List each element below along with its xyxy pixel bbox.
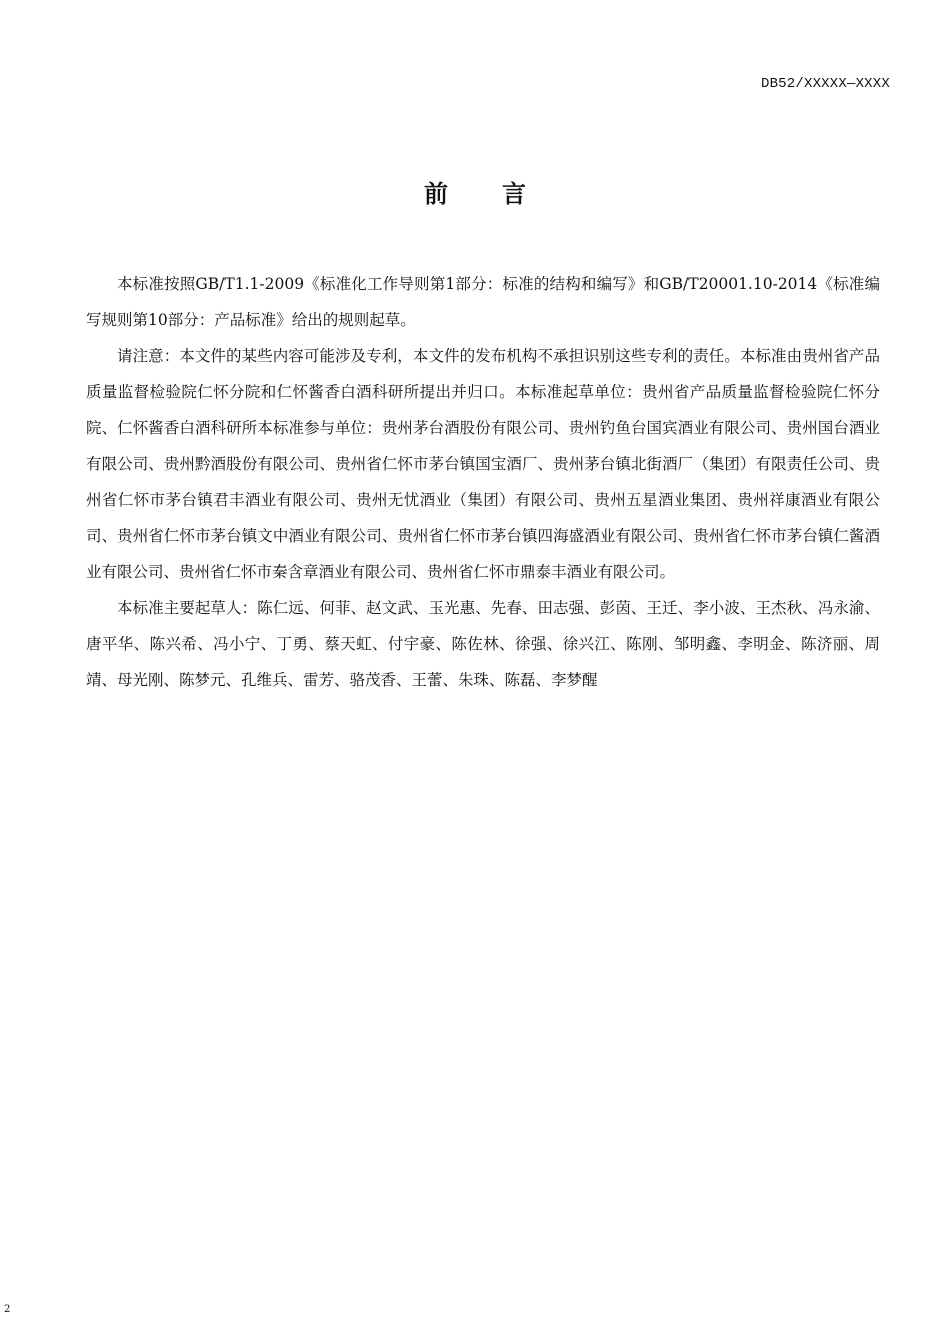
paragraph-drafters: 本标准主要起草人：陈仁远、何菲、赵文武、玉光惠、先春、田志强、彭茵、王迁、李小波、王杰秋、冯永渝、唐平华、陈兴希、冯小宁、丁勇、蔡天虹、付宇豪、陈佐林、徐强、徐兴江、陈刚、邹明鑫、李明金、陈济丽、周靖、母光刚、陈梦元、孔维兵、雷芳、骆茂香、王蕾、朱珠、陈磊、李梦醒: [86, 599, 880, 689]
paragraph-drafting-rules: 本标准按照GB/T1.1-2009《标准化工作导则第1部分：标准的结构和编写》和GB/T20001.10-2014《标准编写规则第10部分：产品标准》给出的规则起草。: [86, 275, 880, 329]
page-number: 2: [4, 1304, 11, 1315]
paragraph-patent-and-units: 请注意：本文件的某些内容可能涉及专利，本文件的发布机构不承担识别这些专利的责任。本标准由贵州省产品质量监督检验院仁怀分院和仁怀酱香白酒科研所提出并归口。本标准起草单位：贵州省产品质量监督检验院仁怀分院、仁怀酱香白酒科研所本标准参与单位：贵州茅台酒股份有限公司、贵州钓鱼台国宾酒业有限公司、贵州国台酒业有限公司、贵州黔酒股份有限公司、贵州省仁怀市茅台镇国宝酒厂、贵州茅台镇北街酒厂（集团）有限责任公司、贵州省仁怀市茅台镇君丰酒业有限公司、贵州无忧酒业（集团）有限公司、贵州五星酒业集团、贵州祥康酒业有限公司、贵州省仁怀市茅台镇文中酒业有限公司、贵州省仁怀市茅台镇四海盛酒业有限公司、贵州省仁怀市茅台镇仁酱酒业有限公司、贵州省仁怀市秦含章酒业有限公司、贵州省仁怀市鼎泰丰酒业有限公司。: [86, 347, 880, 581]
page-title: 前言: [424, 180, 580, 208]
document-code: DB52/XXXXX—XXXX: [760, 76, 890, 92]
foreword-body: [86, 266, 880, 698]
